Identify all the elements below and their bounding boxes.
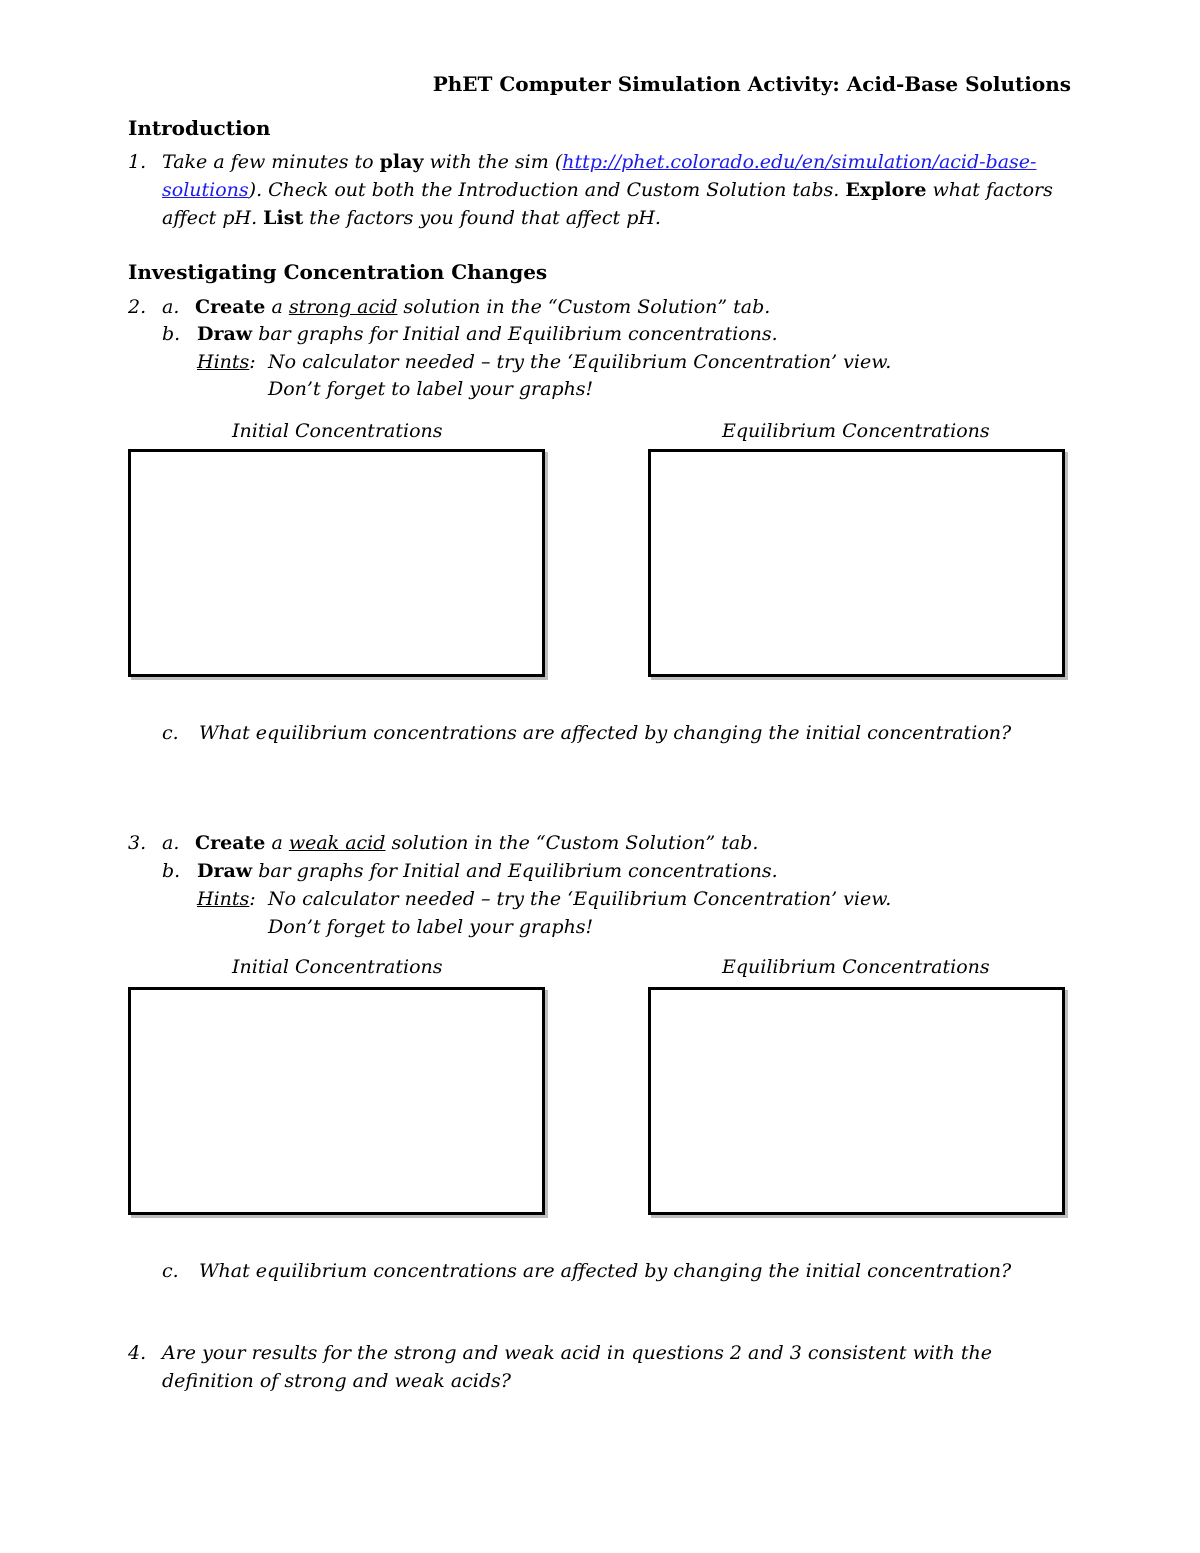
question-2a-letter: a. — [162, 296, 180, 318]
question-3a-letter: a. — [162, 832, 180, 854]
hint-2: Don’t forget to label your graphs! — [268, 378, 594, 400]
sim-link-continued[interactable]: solutions — [162, 179, 249, 201]
equilibrium-concentrations-answer-box[interactable] — [648, 449, 1065, 677]
question-3c-letter: c. — [162, 1260, 179, 1282]
underlined-strong-acid: strong acid — [288, 296, 398, 318]
hint-1-q3: No calculator needed – try the ‘Equilibrium Concentration’ view. — [268, 888, 892, 910]
equilibrium-concentrations-answer-box-q3[interactable] — [648, 987, 1065, 1215]
underlined-weak-acid: weak acid — [288, 832, 386, 854]
question-1-line-3: affect pH. List the factors you found that affect pH. — [162, 207, 661, 229]
emphasis-list: List — [263, 207, 304, 229]
page-title: PhET Computer Simulation Activity: Acid-Base Solutions — [432, 72, 1071, 96]
question-3b-letter: b. — [162, 860, 181, 882]
question-2a-text: Create a strong acid solution in the “Custom Solution” tab. — [195, 296, 771, 318]
section-heading-introduction: Introduction — [128, 116, 271, 140]
question-4-number: 4. — [128, 1342, 147, 1364]
initial-concentrations-answer-box-q3[interactable] — [128, 987, 545, 1215]
caption-equilibrium-concentrations-q3: Equilibrium Concentrations — [722, 956, 990, 978]
hints-label: Hints: — [197, 351, 256, 373]
question-2c-text: What equilibrium concentrations are affected by changing the initial concentration? — [199, 722, 1012, 744]
question-3-number: 3. — [128, 832, 147, 854]
hint-1: No calculator needed – try the ‘Equilibrium Concentration’ view. — [268, 351, 892, 373]
caption-initial-concentrations-q3: Initial Concentrations — [232, 956, 443, 978]
question-2b-text: Draw bar graphs for Initial and Equilibrium concentrations. — [197, 323, 778, 345]
question-1-number: 1. — [128, 151, 147, 173]
emphasis-explore: Explore — [845, 179, 927, 201]
question-4-line-1: Are your results for the strong and weak acid in questions 2 and 3 consistent with the — [162, 1342, 992, 1364]
initial-concentrations-answer-box[interactable] — [128, 449, 545, 677]
question-1-line-1: Take a few minutes to play with the sim (http://phet.colorado.edu/en/simulation/acid-base- — [162, 151, 1037, 173]
section-heading-concentration: Investigating Concentration Changes — [128, 260, 548, 284]
hints-label-2: Hints: — [197, 888, 256, 910]
question-3c-text: What equilibrium concentrations are affected by changing the initial concentration? — [199, 1260, 1012, 1282]
question-2b-letter: b. — [162, 323, 181, 345]
question-2-number: 2. — [128, 296, 147, 318]
question-1-line-2: solutions). Check out both the Introduction and Custom Solution tabs. Explore what factors — [162, 179, 1053, 201]
question-3a-text: Create a weak acid solution in the “Custom Solution” tab. — [195, 832, 759, 854]
question-2c-letter: c. — [162, 722, 179, 744]
question-3b-text: Draw bar graphs for Initial and Equilibrium concentrations. — [197, 860, 778, 882]
hint-2-q3: Don’t forget to label your graphs! — [268, 916, 594, 938]
caption-initial-concentrations: Initial Concentrations — [232, 420, 443, 442]
caption-equilibrium-concentrations: Equilibrium Concentrations — [722, 420, 990, 442]
sim-link[interactable]: http://phet.colorado.edu/en/simulation/acid-base- — [562, 151, 1037, 173]
emphasis-play: play — [379, 151, 424, 173]
question-4-line-2: definition of strong and weak acids? — [162, 1370, 511, 1392]
